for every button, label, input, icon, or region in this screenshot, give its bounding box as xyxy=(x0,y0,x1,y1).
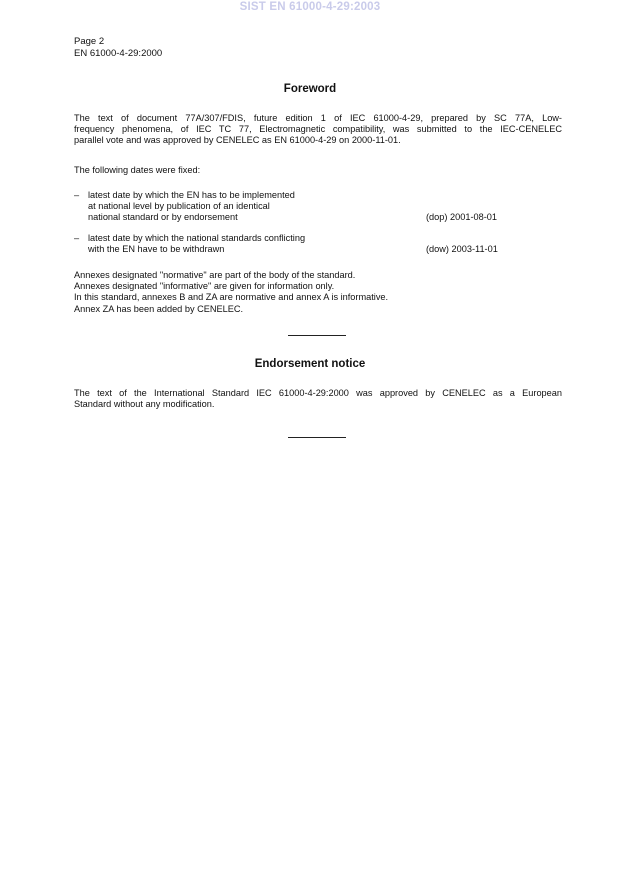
section-divider xyxy=(288,335,346,336)
foreword-intro xyxy=(74,113,562,147)
foreword-intro-line: frequency phenomena, of IEC TC 77, Electromagnetic compatibility, was submitted to the IEC-CENELEC xyxy=(74,124,562,135)
annex-note-line: Annexes designated "informative" are given for information only. xyxy=(74,281,335,292)
date-item-line: latest date by which the EN has to be implemented xyxy=(88,190,295,200)
date-item-text xyxy=(88,190,408,224)
dates-intro: The following dates were fixed: xyxy=(74,165,201,175)
date-item-line: with the EN have to be withdrawn xyxy=(88,244,225,255)
page-number: Page 2 xyxy=(74,36,105,47)
dop-date: (dop) 2001-08-01 xyxy=(426,212,497,222)
section-divider xyxy=(288,437,346,438)
watermark: SIST EN 61000-4-29:2003 xyxy=(239,1,381,13)
date-item-dop xyxy=(74,190,562,224)
date-item-dow xyxy=(74,233,562,256)
endorsement-title: Endorsement notice xyxy=(254,358,366,370)
endorsement-line: The text of the International Standard IEC 61000-4-29:2000 was approved by CENELEC as a European xyxy=(74,388,562,398)
annex-note-line: Annexes designated "normative" are part of the body of the standard. xyxy=(74,270,356,280)
date-item-line: latest date by which the national standards conflicting xyxy=(88,233,306,243)
foreword-title: Foreword xyxy=(283,83,337,95)
date-item-line: at national level by publication of an identical xyxy=(88,201,270,212)
annex-notes xyxy=(74,270,562,315)
standard-id: EN 61000-4-29:2000 xyxy=(74,47,163,59)
dow-date: (dow) 2003-11-01 xyxy=(426,244,498,254)
foreword-intro-line: parallel vote and was approved by CENELEC as EN 61000-4-29 on 2000-11-01. xyxy=(74,135,401,146)
date-item-text xyxy=(88,233,408,255)
annex-note-line: Annex ZA has been added by CENELEC. xyxy=(74,303,244,314)
foreword-intro-line: The text of document 77A/307/FDIS, future edition 1 of IEC 61000-4-29, prepared by SC 77A, Low- xyxy=(74,113,562,123)
endorsement-line: Standard without any modification. xyxy=(74,399,215,410)
dash-bullet: – xyxy=(74,190,80,200)
date-item-line: national standard or by endorsement xyxy=(88,212,238,223)
dash-bullet: – xyxy=(74,233,80,243)
annex-note-line: In this standard, annexes B and ZA are normative and annex A is informative. xyxy=(74,292,389,303)
page-header xyxy=(74,36,162,59)
endorsement-text xyxy=(74,388,562,410)
